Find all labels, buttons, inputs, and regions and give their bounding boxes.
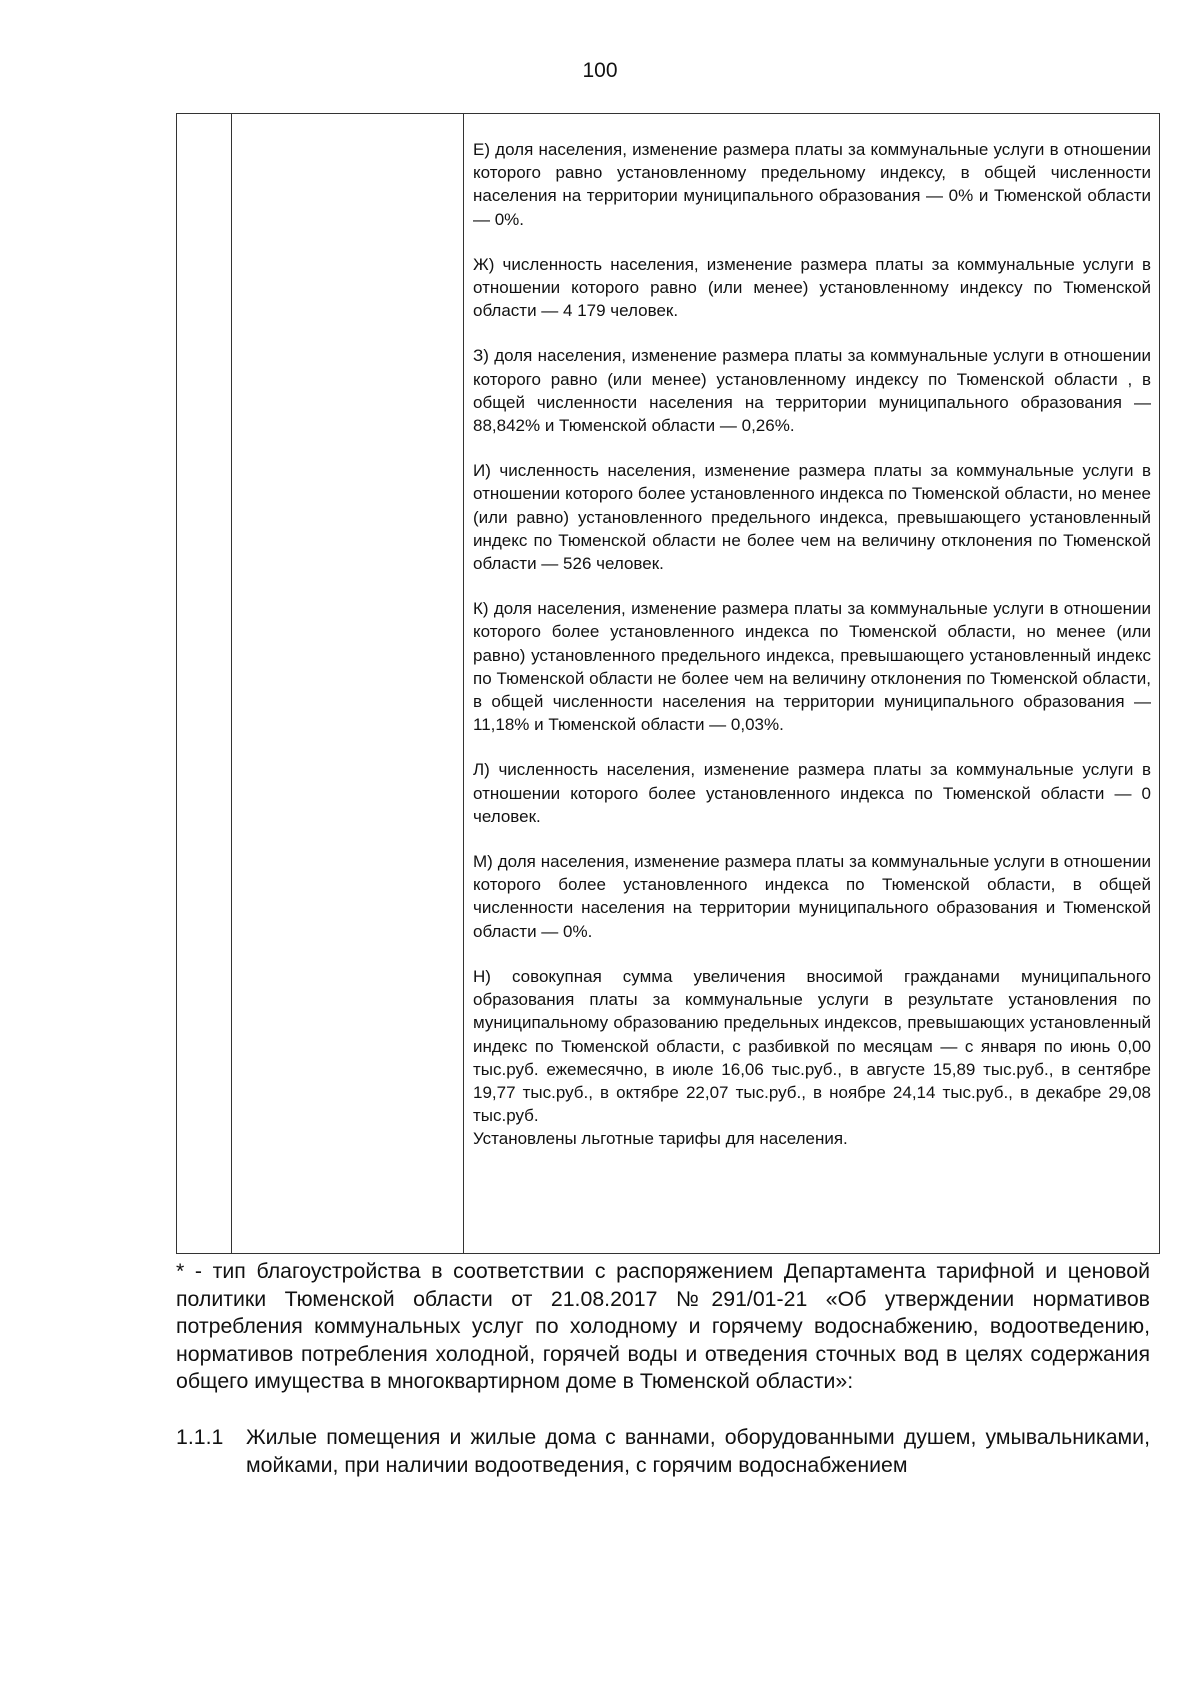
paragraph-zh: Ж) численность населения, изменение размера платы за коммунальные услуги в отношении которого равно (или менее) установленному индексу по Тюменской области — 4 179 человек.	[473, 254, 1151, 321]
list-item	[176, 1424, 1150, 1479]
data-table	[176, 113, 1160, 1254]
paragraph-n: Н) совокупная сумма увеличения вносимой гражданами муниципального образования платы за коммунальные услуги в результате установления по муниципальному образованию предельных индексов, превышающих установленный индекс по Тюменской области, с разбивкой по месяцам — с января по июнь 0,00 тыс.руб. ежемесячно, в июле 16,06 тыс.руб., в августе 15,89 тыс.руб., в сентябре 19,77 тыс.руб., в октябре 22,07 тыс.руб., в ноябре 24,14 тыс.руб., в декабре 29,08 тыс.руб.	[473, 966, 1151, 1126]
table-cell-content	[464, 114, 1160, 1254]
table-row	[177, 114, 1160, 1254]
closing-note: Установлены льготные тарифы для населения.	[473, 1129, 848, 1149]
table-cell-empty-second	[232, 114, 464, 1254]
footnote: * - тип благоустройства в соответствии с распоряжением Департамента тарифной и ценовой политики Тюменской области от 21.08.2017 №291/01-21 «Об утверждении нормативов потребления коммунальных услуг по холодному и горячему водоснабжению, водоотведению, нормативов потребления холодной, горячей воды и отведения сточных вод в целях содержания общего имущества в многоквартирном доме в Тюменской области»:	[176, 1259, 1150, 1393]
page-number: 100	[582, 59, 618, 82]
item-number: 1.1.1	[176, 1425, 224, 1449]
paragraph-k: К) доля населения, изменение размера платы за коммунальные услуги в отношении которого более установленного индекса по Тюменской области, но менее (или равно) установленного предельного индекса, превышающего установленный индекс по Тюменской области не более чем на величину отклонения по Тюменской области, в общей численности населения на территории муниципального образования — 11,18% и Тюменской области — 0,03%.	[473, 599, 1151, 735]
cell-text-block	[464, 114, 1159, 1151]
table-cell-empty-first	[177, 114, 232, 1254]
item-text: Жилые помещения и жилые дома с ваннами, оборудованными душем, умывальниками, мойками, при наличии водоотведения, с горячим водоснабжением	[246, 1425, 1150, 1477]
paragraph-l: Л) численность населения, изменение размера платы за коммунальные услуги в отношении которого более установленного индекса по Тюменской области — 0 человек.	[473, 760, 1151, 826]
paragraph-e: Е) доля населения, изменение размера платы за коммунальные услуги в отношении которого равно установленному предельному индексу, в общей численности населения на территории муниципального образования — 0% и Тюменской области — 0%.	[473, 140, 1151, 229]
paragraph-m: М) доля населения, изменение размера платы за коммунальные услуги в отношении которого более установленного индекса по Тюменской области, в общей численности населения на территории муниципального образования и Тюменской области — 0%.	[473, 852, 1151, 941]
paragraph-i: И) численность населения, изменение размера платы за коммунальные услуги в отношении которого более установленного индекса по Тюменской области, но менее (или равно) установленного предельного индекса, превышающего установленный индекс по Тюменской области не более чем на величину отклонения по Тюменской области — 526 человек.	[473, 461, 1151, 574]
paragraph-z: З) доля населения, изменение размера платы за коммунальные услуги в отношении которого равно (или менее) установленному индексу по Тюменской области , в общей численности населения на территории муниципального образования — 88,842% и Тюменской области — 0,26%.	[473, 346, 1151, 436]
